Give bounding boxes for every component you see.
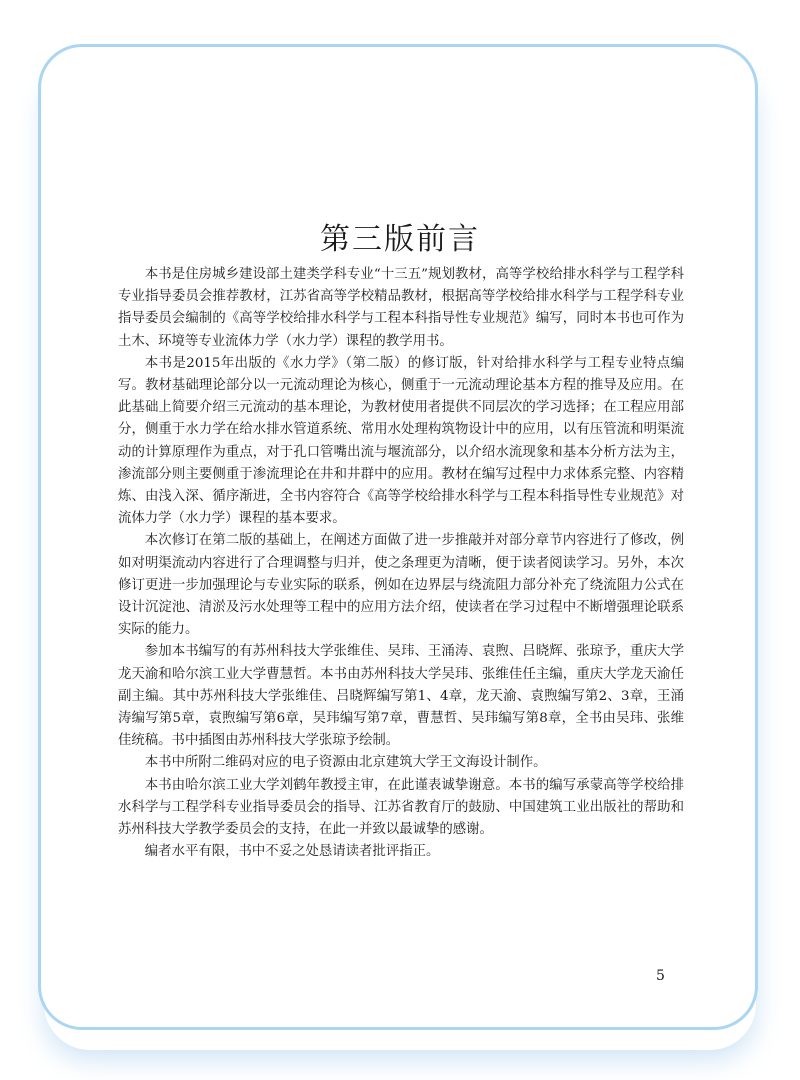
page-title: 第三版前言 (320, 222, 480, 258)
paragraph-5: 本书中所附二维码对应的电子资源由北京建筑大学王文海设计制作。 (144, 755, 547, 771)
paragraph-7: 编者水平有限，书中不妥之处恳请读者批评指正。 (144, 844, 440, 860)
paragraph-4: 参加本书编写的有苏州科技大学张维佳、吴玮、王涌涛、袁煦、吕晓辉、张琼予，重庆大学龙天渝和哈尔滨工业大学曹慧哲。本书由苏州科技大学吴玮、张维佳任主编，重庆大学龙天渝任副主编。其中苏州科技大学张维佳、吕晓辉编写第1、4章，龙天渝、袁煦编写第2、3章，王涌涛编写第5章，袁煦编写第6章，吴玮编写第7章，曹慧哲、吴玮编写第8章，全书由吴玮、张维佳统稿。书中插图由苏州科技大学张琼予绘制。 (118, 644, 684, 749)
page-number: 5 (656, 968, 665, 984)
paragraph-3: 本次修订在第二版的基础上，在阐述方面做了进一步推敲并对部分章节内容进行了修改，例如对明渠流动内容进行了合理调整与归并，使之条理更为清晰，便于读者阅读学习。另外，本次修订更进一步加强理论与专业实际的联系，例如在边界层与绕流阻力部分补充了绕流阻力公式在设计沉淀池、清淤及污水处理等工程中的应用方法介绍，使读者在学习过程中不断增强理论联系实际的能力。 (118, 533, 684, 638)
preface-body (118, 264, 684, 863)
paragraph-1: 本书是住房城乡建设部土建类学科专业“十三五”规划教材，高等学校给排水科学与工程学科专业指导委员会推荐教材，江苏省高等学校精品教材，根据高等学校给排水科学与工程学科专业指导委员会编制的《高等学校给排水科学与工程本科指导性专业规范》编写，同时本书也可作为土木、环境等专业流体力学（水力学）课程的教学用书。 (118, 267, 684, 349)
paragraph-2: 本书是2015年出版的《水力学》（第二版）的修订版，针对给排水科学与工程专业特点编写。教材基础理论部分以一元流动理论为核心，侧重于一元流动理论基本方程的推导及应用。在此基础上简要介绍三元流动的基本理论，为教材使用者提供不同层次的学习选择；在工程应用部分，侧重于水力学在给水排水管道系统、常用水处理构筑物设计中的应用，以有压管流和明渠流动的计算原理作为重点，对于孔口管嘴出流与堰流部分，以介绍水流现象和基本分析方法为主，渗流部分则主要侧重于渗流理论在井和井群中的应用。教材在编写过程中力求体系完整、内容精炼、由浅入深、循序渐进，全书内容符合《高等学校给排水科学与工程本科指导性专业规范》对流体力学（水力学）课程的基本要求。 (118, 355, 684, 527)
paragraph-6: 本书由哈尔滨工业大学刘鹤年教授主审，在此谨表诚挚谢意。本书的编写承蒙高等学校给排水科学与工程学科专业指导委员会的指导、江苏省教育厅的鼓励、中国建筑工业出版社的帮助和苏州科技大学教学委员会的支持，在此一并致以最诚挚的感谢。 (118, 777, 684, 838)
